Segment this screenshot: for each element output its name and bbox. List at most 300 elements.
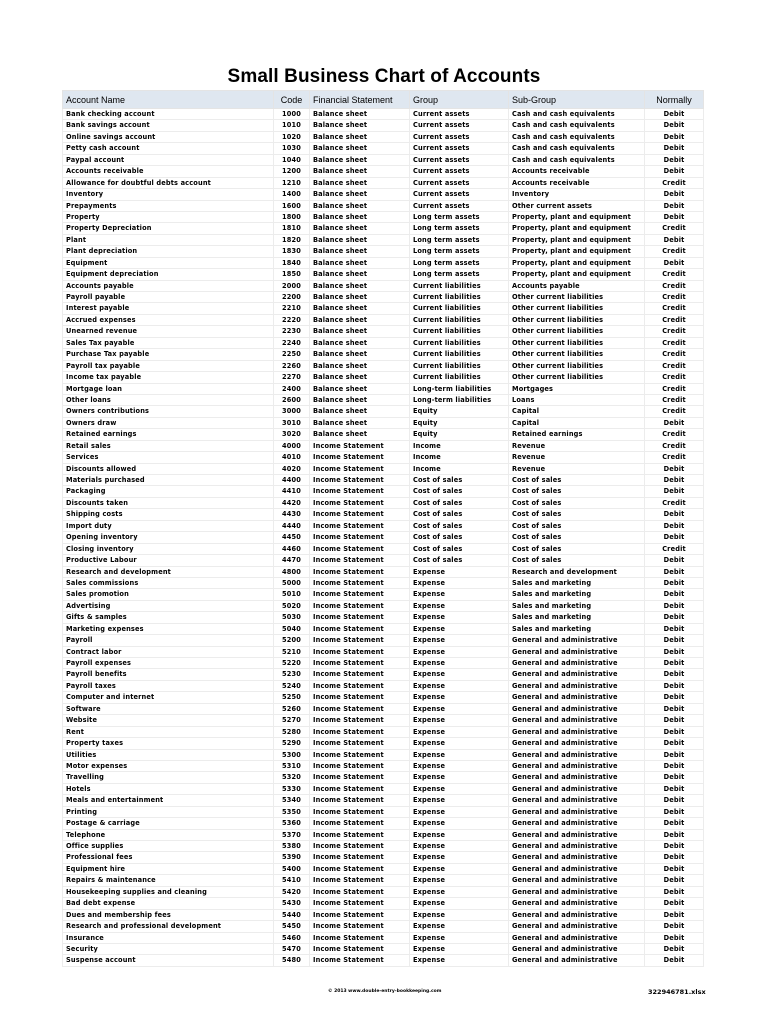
cell-group: Long term assets [410,223,509,234]
table-body [63,109,704,967]
table-row [63,589,704,600]
cell-account-name: Property Depreciation [63,223,274,234]
cell-code: 5370 [274,829,310,840]
table-row [63,177,704,188]
cell-account-name: Contract labor [63,646,274,657]
cell-sub-group: General and administrative [509,852,645,863]
cell-normally: Credit [645,383,704,394]
cell-normally: Credit [645,177,704,188]
cell-sub-group: General and administrative [509,898,645,909]
table-row [63,772,704,783]
cell-code: 5210 [274,646,310,657]
cell-sub-group: General and administrative [509,795,645,806]
cell-account-name: Gifts & samples [63,612,274,623]
cell-normally: Debit [645,726,704,737]
cell-account-name: Motor expenses [63,760,274,771]
cell-group: Expense [410,955,509,966]
cell-code: 1840 [274,257,310,268]
cell-normally: Debit [645,463,704,474]
cell-financial-statement: Balance sheet [310,326,410,337]
cell-sub-group: Sales and marketing [509,589,645,600]
cell-sub-group: General and administrative [509,841,645,852]
cell-account-name: Mortgage loan [63,383,274,394]
cell-sub-group: Revenue [509,463,645,474]
cell-normally: Debit [645,532,704,543]
table-row [63,200,704,211]
cell-code: 5240 [274,680,310,691]
cell-group: Expense [410,658,509,669]
cell-financial-statement: Income Statement [310,612,410,623]
column-header-normally: Normally [645,91,704,109]
cell-normally: Debit [645,612,704,623]
cell-code: 2260 [274,360,310,371]
table-row [63,818,704,829]
cell-group: Expense [410,783,509,794]
cell-normally: Debit [645,658,704,669]
cell-financial-statement: Balance sheet [310,429,410,440]
cell-normally: Debit [645,818,704,829]
table-row [63,326,704,337]
cell-account-name: Paypal account [63,154,274,165]
cell-sub-group: Cash and cash equivalents [509,154,645,165]
cell-group: Income [410,452,509,463]
cell-account-name: Office supplies [63,841,274,852]
column-header-sub-group: Sub-Group [509,91,645,109]
cell-financial-statement: Balance sheet [310,349,410,360]
cell-sub-group: Sales and marketing [509,623,645,634]
cell-financial-statement: Income Statement [310,669,410,680]
cell-account-name: Accounts receivable [63,166,274,177]
cell-sub-group: Sales and marketing [509,612,645,623]
cell-group: Expense [410,646,509,657]
cell-financial-statement: Balance sheet [310,280,410,291]
table-row [63,577,704,588]
cell-normally: Credit [645,292,704,303]
cell-sub-group: Cash and cash equivalents [509,143,645,154]
cell-sub-group: Cost of sales [509,543,645,554]
cell-normally: Credit [645,314,704,325]
cell-group: Expense [410,703,509,714]
cell-financial-statement: Income Statement [310,955,410,966]
cell-account-name: Inventory [63,189,274,200]
footer-copyright: © 2013 www.double-entry-bookkeeping.com [328,989,442,994]
cell-sub-group: General and administrative [509,829,645,840]
cell-group: Expense [410,875,509,886]
table-row [63,600,704,611]
cell-code: 1820 [274,234,310,245]
cell-account-name: Prepayments [63,200,274,211]
column-header-account-name: Account Name [63,91,274,109]
cell-code: 1600 [274,200,310,211]
cell-account-name: Retained earnings [63,429,274,440]
cell-normally: Credit [645,543,704,554]
cell-financial-statement: Income Statement [310,863,410,874]
cell-normally: Debit [645,703,704,714]
table-row [63,292,704,303]
cell-account-name: Sales promotion [63,589,274,600]
cell-financial-statement: Balance sheet [310,394,410,405]
cell-financial-statement: Balance sheet [310,383,410,394]
cell-normally: Credit [645,349,704,360]
cell-account-name: Payroll tax payable [63,360,274,371]
cell-normally: Debit [645,795,704,806]
table-row [63,829,704,840]
cell-normally: Credit [645,394,704,405]
cell-sub-group: General and administrative [509,886,645,897]
cell-sub-group: Retained earnings [509,429,645,440]
cell-code: 4450 [274,532,310,543]
cell-code: 4010 [274,452,310,463]
cell-account-name: Utilities [63,749,274,760]
cell-code: 5450 [274,921,310,932]
table-row [63,314,704,325]
footer-file-name: 322946781.xlsx [648,988,706,996]
table-row [63,943,704,954]
cell-account-name: Bank checking account [63,109,274,120]
cell-normally: Credit [645,337,704,348]
cell-group: Current liabilities [410,372,509,383]
cell-account-name: Property taxes [63,738,274,749]
cell-group: Expense [410,886,509,897]
cell-sub-group: General and administrative [509,772,645,783]
cell-financial-statement: Balance sheet [310,166,410,177]
cell-sub-group: Cash and cash equivalents [509,109,645,120]
cell-account-name: Postage & carriage [63,818,274,829]
cell-financial-statement: Balance sheet [310,211,410,222]
cell-code: 4800 [274,566,310,577]
table-row [63,783,704,794]
cell-code: 5270 [274,715,310,726]
cell-group: Expense [410,669,509,680]
cell-normally: Debit [645,943,704,954]
cell-financial-statement: Balance sheet [310,177,410,188]
cell-code: 1810 [274,223,310,234]
cell-account-name: Income tax payable [63,372,274,383]
table-row [63,680,704,691]
cell-financial-statement: Balance sheet [310,372,410,383]
cell-normally: Debit [645,486,704,497]
cell-sub-group: General and administrative [509,909,645,920]
table-row [63,646,704,657]
cell-account-name: Packaging [63,486,274,497]
cell-code: 4000 [274,440,310,451]
cell-group: Long-term liabilities [410,383,509,394]
cell-group: Cost of sales [410,486,509,497]
cell-group: Expense [410,726,509,737]
column-header-code: Code [274,91,310,109]
table-row [63,349,704,360]
cell-sub-group: Cost of sales [509,486,645,497]
cell-group: Current assets [410,189,509,200]
cell-financial-statement: Balance sheet [310,269,410,280]
cell-group: Expense [410,829,509,840]
table-row [63,715,704,726]
cell-financial-statement: Income Statement [310,921,410,932]
cell-group: Expense [410,921,509,932]
cell-normally: Debit [645,955,704,966]
cell-financial-statement: Balance sheet [310,109,410,120]
cell-sub-group: Property, plant and equipment [509,211,645,222]
table-row [63,189,704,200]
cell-financial-statement: Balance sheet [310,417,410,428]
cell-code: 3020 [274,429,310,440]
table-header-row [63,91,704,109]
cell-financial-statement: Income Statement [310,726,410,737]
cell-code: 5470 [274,943,310,954]
table-row [63,440,704,451]
cell-group: Current assets [410,166,509,177]
cell-normally: Debit [645,623,704,634]
cell-sub-group: General and administrative [509,680,645,691]
cell-financial-statement: Income Statement [310,738,410,749]
cell-sub-group: General and administrative [509,921,645,932]
cell-account-name: Payroll [63,635,274,646]
cell-code: 3010 [274,417,310,428]
cell-account-name: Equipment depreciation [63,269,274,280]
cell-normally: Credit [645,497,704,508]
cell-code: 5330 [274,783,310,794]
table-row [63,497,704,508]
cell-financial-statement: Income Statement [310,475,410,486]
cell-group: Current assets [410,131,509,142]
cell-financial-statement: Income Statement [310,806,410,817]
cell-sub-group: General and administrative [509,635,645,646]
cell-group: Current assets [410,154,509,165]
table-row [63,852,704,863]
cell-normally: Credit [645,326,704,337]
cell-group: Cost of sales [410,543,509,554]
table-row [63,303,704,314]
cell-code: 4460 [274,543,310,554]
cell-code: 5200 [274,635,310,646]
cell-group: Expense [410,863,509,874]
cell-normally: Debit [645,829,704,840]
cell-sub-group: Accounts receivable [509,177,645,188]
cell-financial-statement: Income Statement [310,841,410,852]
cell-sub-group: General and administrative [509,760,645,771]
cell-code: 4020 [274,463,310,474]
cell-financial-statement: Balance sheet [310,406,410,417]
cell-account-name: Productive Labour [63,555,274,566]
table-row [63,257,704,268]
table-row [63,109,704,120]
cell-normally: Debit [645,886,704,897]
cell-code: 1800 [274,211,310,222]
table-row [63,669,704,680]
cell-account-name: Equipment [63,257,274,268]
table-row [63,280,704,291]
cell-account-name: Telephone [63,829,274,840]
cell-financial-statement: Income Statement [310,635,410,646]
cell-normally: Debit [645,852,704,863]
cell-sub-group: General and administrative [509,692,645,703]
cell-financial-statement: Balance sheet [310,314,410,325]
cell-group: Current assets [410,120,509,131]
cell-financial-statement: Balance sheet [310,292,410,303]
cell-financial-statement: Income Statement [310,509,410,520]
cell-group: Current liabilities [410,337,509,348]
cell-normally: Debit [645,783,704,794]
cell-code: 1020 [274,131,310,142]
cell-normally: Credit [645,360,704,371]
cell-code: 5000 [274,577,310,588]
cell-account-name: Computer and internet [63,692,274,703]
cell-sub-group: Capital [509,417,645,428]
cell-account-name: Owners draw [63,417,274,428]
cell-code: 2600 [274,394,310,405]
column-header-financial-statement: Financial Statement [310,91,410,109]
cell-code: 2200 [274,292,310,303]
cell-group: Long term assets [410,211,509,222]
cell-code: 4470 [274,555,310,566]
cell-financial-statement: Income Statement [310,658,410,669]
cell-group: Income [410,463,509,474]
table-row [63,635,704,646]
table-row [63,738,704,749]
cell-code: 1000 [274,109,310,120]
cell-group: Cost of sales [410,509,509,520]
cell-normally: Debit [645,669,704,680]
column-header-group: Group [410,91,509,109]
cell-normally: Credit [645,223,704,234]
cell-account-name: Other loans [63,394,274,405]
cell-account-name: Housekeeping supplies and cleaning [63,886,274,897]
cell-code: 4410 [274,486,310,497]
cell-sub-group: Cost of sales [509,475,645,486]
table-row [63,921,704,932]
cell-sub-group: Property, plant and equipment [509,223,645,234]
cell-account-name: Purchase Tax payable [63,349,274,360]
cell-normally: Credit [645,269,704,280]
table-row [63,463,704,474]
cell-account-name: Payroll payable [63,292,274,303]
cell-group: Current liabilities [410,314,509,325]
cell-group: Expense [410,600,509,611]
cell-group: Expense [410,589,509,600]
cell-code: 5290 [274,738,310,749]
cell-sub-group: Property, plant and equipment [509,234,645,245]
cell-sub-group: Accounts payable [509,280,645,291]
table-row [63,898,704,909]
cell-account-name: Sales commissions [63,577,274,588]
cell-sub-group: General and administrative [509,863,645,874]
cell-sub-group: General and administrative [509,658,645,669]
cell-sub-group: Cash and cash equivalents [509,120,645,131]
cell-financial-statement: Balance sheet [310,200,410,211]
cell-sub-group: Other current liabilities [509,349,645,360]
cell-code: 1030 [274,143,310,154]
cell-code: 5260 [274,703,310,714]
cell-account-name: Bad debt expense [63,898,274,909]
table-row [63,726,704,737]
cell-account-name: Insurance [63,932,274,943]
cell-normally: Debit [645,589,704,600]
cell-normally: Credit [645,280,704,291]
table-row [63,566,704,577]
cell-group: Expense [410,680,509,691]
cell-financial-statement: Income Statement [310,440,410,451]
cell-code: 5340 [274,795,310,806]
cell-group: Expense [410,623,509,634]
cell-sub-group: Other current liabilities [509,337,645,348]
cell-normally: Debit [645,109,704,120]
cell-code: 4420 [274,497,310,508]
cell-group: Expense [410,898,509,909]
cell-financial-statement: Income Statement [310,486,410,497]
table-row [63,863,704,874]
cell-normally: Debit [645,189,704,200]
cell-normally: Debit [645,646,704,657]
cell-sub-group: Accounts receivable [509,166,645,177]
table-row [63,452,704,463]
table-row [63,749,704,760]
cell-group: Equity [410,417,509,428]
cell-sub-group: General and administrative [509,955,645,966]
cell-account-name: Plant depreciation [63,246,274,257]
cell-code: 3000 [274,406,310,417]
table-row [63,131,704,142]
cell-account-name: Hotels [63,783,274,794]
table-row [63,909,704,920]
cell-group: Current liabilities [410,360,509,371]
cell-code: 5010 [274,589,310,600]
table-row [63,246,704,257]
table-row [63,658,704,669]
cell-financial-statement: Income Statement [310,909,410,920]
cell-financial-statement: Income Statement [310,818,410,829]
cell-financial-statement: Income Statement [310,749,410,760]
cell-code: 5480 [274,955,310,966]
table-row [63,875,704,886]
cell-financial-statement: Income Statement [310,555,410,566]
cell-code: 5300 [274,749,310,760]
cell-normally: Debit [645,806,704,817]
cell-normally: Debit [645,921,704,932]
table-row [63,417,704,428]
cell-group: Long term assets [410,257,509,268]
cell-code: 2400 [274,383,310,394]
table-row [63,120,704,131]
cell-normally: Debit [645,234,704,245]
table-row [63,475,704,486]
cell-account-name: Retail sales [63,440,274,451]
cell-sub-group: Capital [509,406,645,417]
cell-group: Equity [410,406,509,417]
cell-code: 1850 [274,269,310,280]
cell-account-name: Research and professional development [63,921,274,932]
table-row [63,532,704,543]
cell-financial-statement: Balance sheet [310,143,410,154]
cell-sub-group: Loans [509,394,645,405]
cell-normally: Debit [645,120,704,131]
cell-group: Current liabilities [410,292,509,303]
cell-code: 5440 [274,909,310,920]
cell-normally: Credit [645,246,704,257]
cell-code: 5220 [274,658,310,669]
cell-normally: Debit [645,875,704,886]
cell-normally: Debit [645,417,704,428]
cell-normally: Debit [645,257,704,268]
cell-account-name: Payroll benefits [63,669,274,680]
cell-sub-group: Revenue [509,440,645,451]
cell-sub-group: Cost of sales [509,555,645,566]
cell-financial-statement: Balance sheet [310,131,410,142]
cell-account-name: Accrued expenses [63,314,274,325]
table-row [63,394,704,405]
table-row [63,703,704,714]
cell-financial-statement: Income Statement [310,875,410,886]
cell-sub-group: General and administrative [509,943,645,954]
